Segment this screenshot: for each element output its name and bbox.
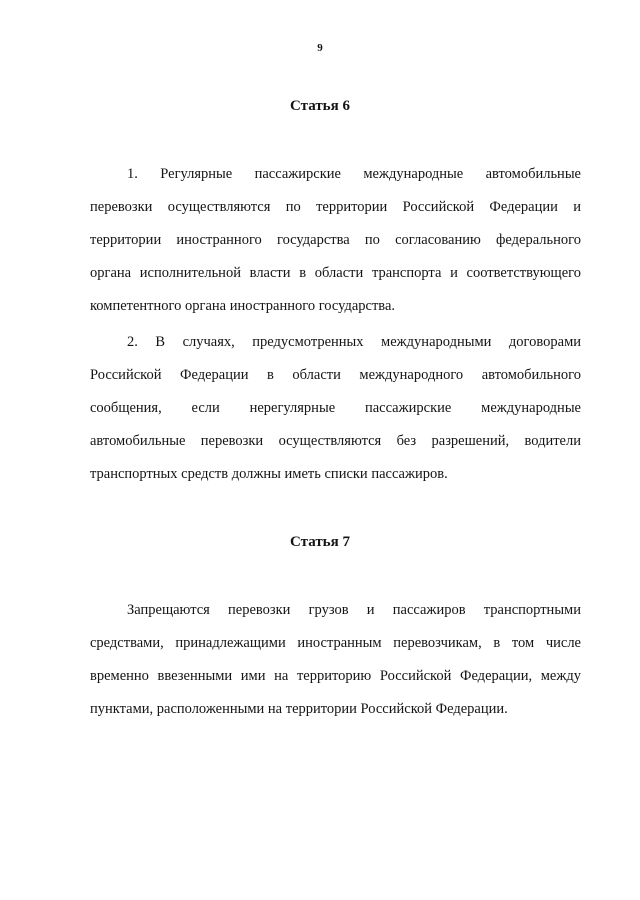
paragraph-line: сообщения, если нерегулярные пассажирские международные	[90, 400, 581, 416]
paragraph-line: перевозки осуществляются по территории Российской Федерации и	[90, 199, 581, 215]
page-number: 9	[317, 42, 323, 54]
paragraph-line: территории иностранного государства по согласованию федерального	[90, 232, 581, 248]
article-7-title: Статья 7	[290, 534, 350, 550]
article-7-paragraph-1	[90, 594, 581, 726]
article-6-paragraph-2	[90, 326, 581, 491]
article-6-title: Статья 6	[290, 98, 350, 114]
paragraph-line: 2. В случаях, предусмотренных международными договорами	[127, 334, 581, 350]
paragraph-line: Запрещаются перевозки грузов и пассажиров транспортными	[127, 602, 581, 618]
paragraph-line: автомобильные перевозки осуществляются без разрешений, водители	[90, 433, 581, 449]
paragraph-line: временно ввезенными ими на территорию Российской Федерации, между	[90, 668, 581, 684]
paragraph-line: транспортных средств должны иметь списки пассажиров.	[90, 466, 448, 482]
paragraph-line: компетентного органа иностранного государства.	[90, 298, 396, 314]
paragraph-line: пунктами, расположенными на территории Российской Федерации.	[90, 701, 508, 717]
article-6-paragraph-1	[90, 158, 581, 323]
paragraph-line: средствами, принадлежащими иностранным перевозчикам, в том числе	[90, 635, 581, 651]
paragraph-line: Российской Федерации в области международного автомобильного	[90, 367, 581, 383]
paragraph-line: 1. Регулярные пассажирские международные автомобильные	[127, 166, 581, 182]
paragraph-line: органа исполнительной власти в области транспорта и соответствующего	[90, 265, 581, 281]
